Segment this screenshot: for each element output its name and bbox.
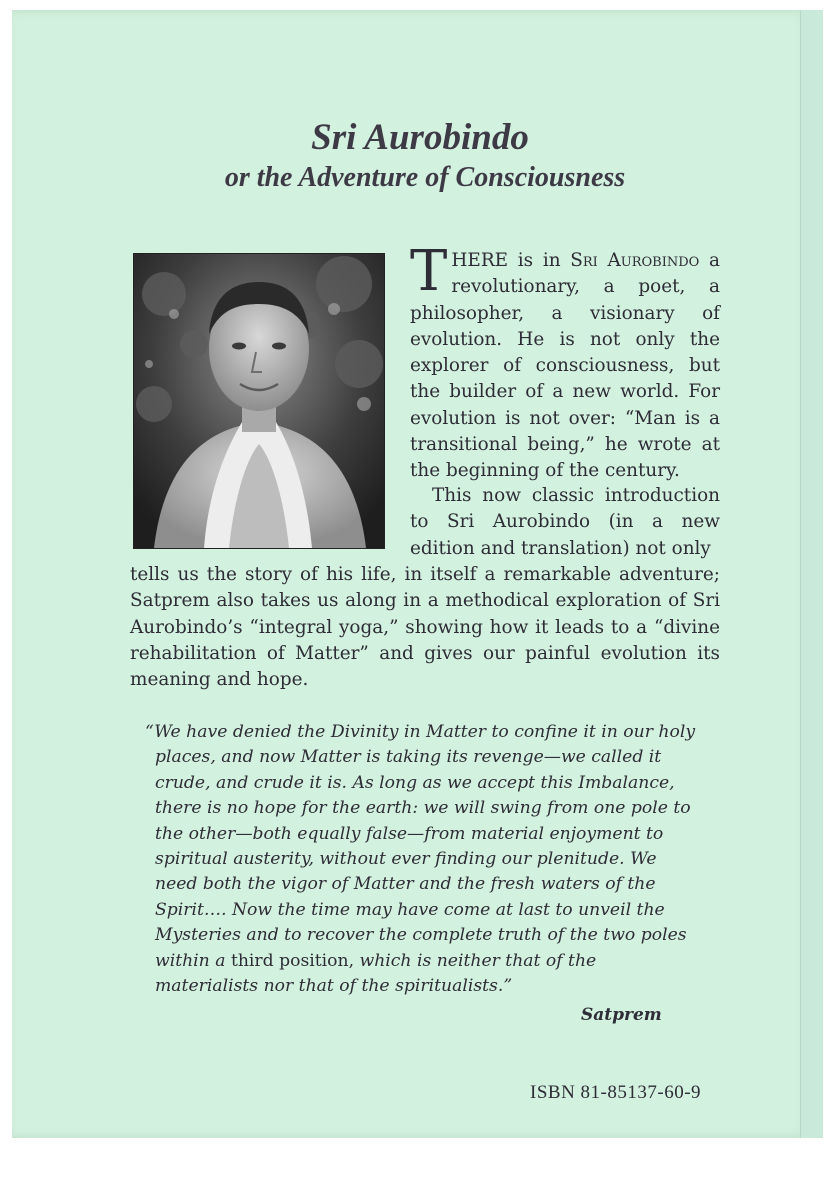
intro-paragraph-2: This now classic introduction to Sri Aurobindo (in a new edition and translation) not only xyxy=(410,485,720,559)
book-subtitle: or the Adventure of Consciousness xyxy=(224,162,626,193)
quote-author: Satprem xyxy=(581,1005,662,1025)
intro-paragraph-3: tells us the story of his life, in itself a remarkable adventure; Satprem also takes us along in a methodical exploration of Sri Aurobindo’s “integral yoga,” showing how it leads to a “divine rehabilitation of Matter” and gives our painful evolution its meaning and hope. xyxy=(130,564,720,691)
scan-margin xyxy=(0,1138,832,1178)
quote-text-1: “We have denied the Divinity in Matter to confine it in our holy places, and now Matter is taking its revenge—we called it crude, and crude it is. As long as we accept this Imbalance, there is no hope for the earth: we will swing from one pole to the other—both equally false—from material enjoyment to spiritual austerity, without ever finding our plenitude. We need both the vigor of Matter and the fresh waters of the Spirit…. Now the time may have come at last to unveil the Mysteries and to recover the complete truth of the two poles within a xyxy=(145,722,696,971)
book-title: Sri Aurobindo xyxy=(311,117,529,158)
intro-lead-name: Sri Aurobindo xyxy=(570,250,700,271)
intro-lead: HERE is in xyxy=(451,250,571,271)
quote-text-2: which is neither that of the materialists nor that of the spiritualists.” xyxy=(155,950,597,997)
intro-paragraph-1-text: a revolutionary, a poet, a philosopher, a visionary of evolution. He is not only the explorer of consciousness, but the builder of a new world. For evolution is not over: “Man is a transitional being,” he wrote at the beginning of the century. xyxy=(410,250,720,482)
isbn-number: ISBN 81-85137-60-9 xyxy=(530,1082,702,1103)
author-portrait-photo xyxy=(133,253,385,549)
intro-paragraph-1 xyxy=(410,239,720,485)
quote-emphasis: third position, xyxy=(230,950,355,971)
epigraph-quote xyxy=(145,720,703,999)
drop-cap: T xyxy=(410,239,448,304)
portrait-photo-icon xyxy=(134,254,384,548)
